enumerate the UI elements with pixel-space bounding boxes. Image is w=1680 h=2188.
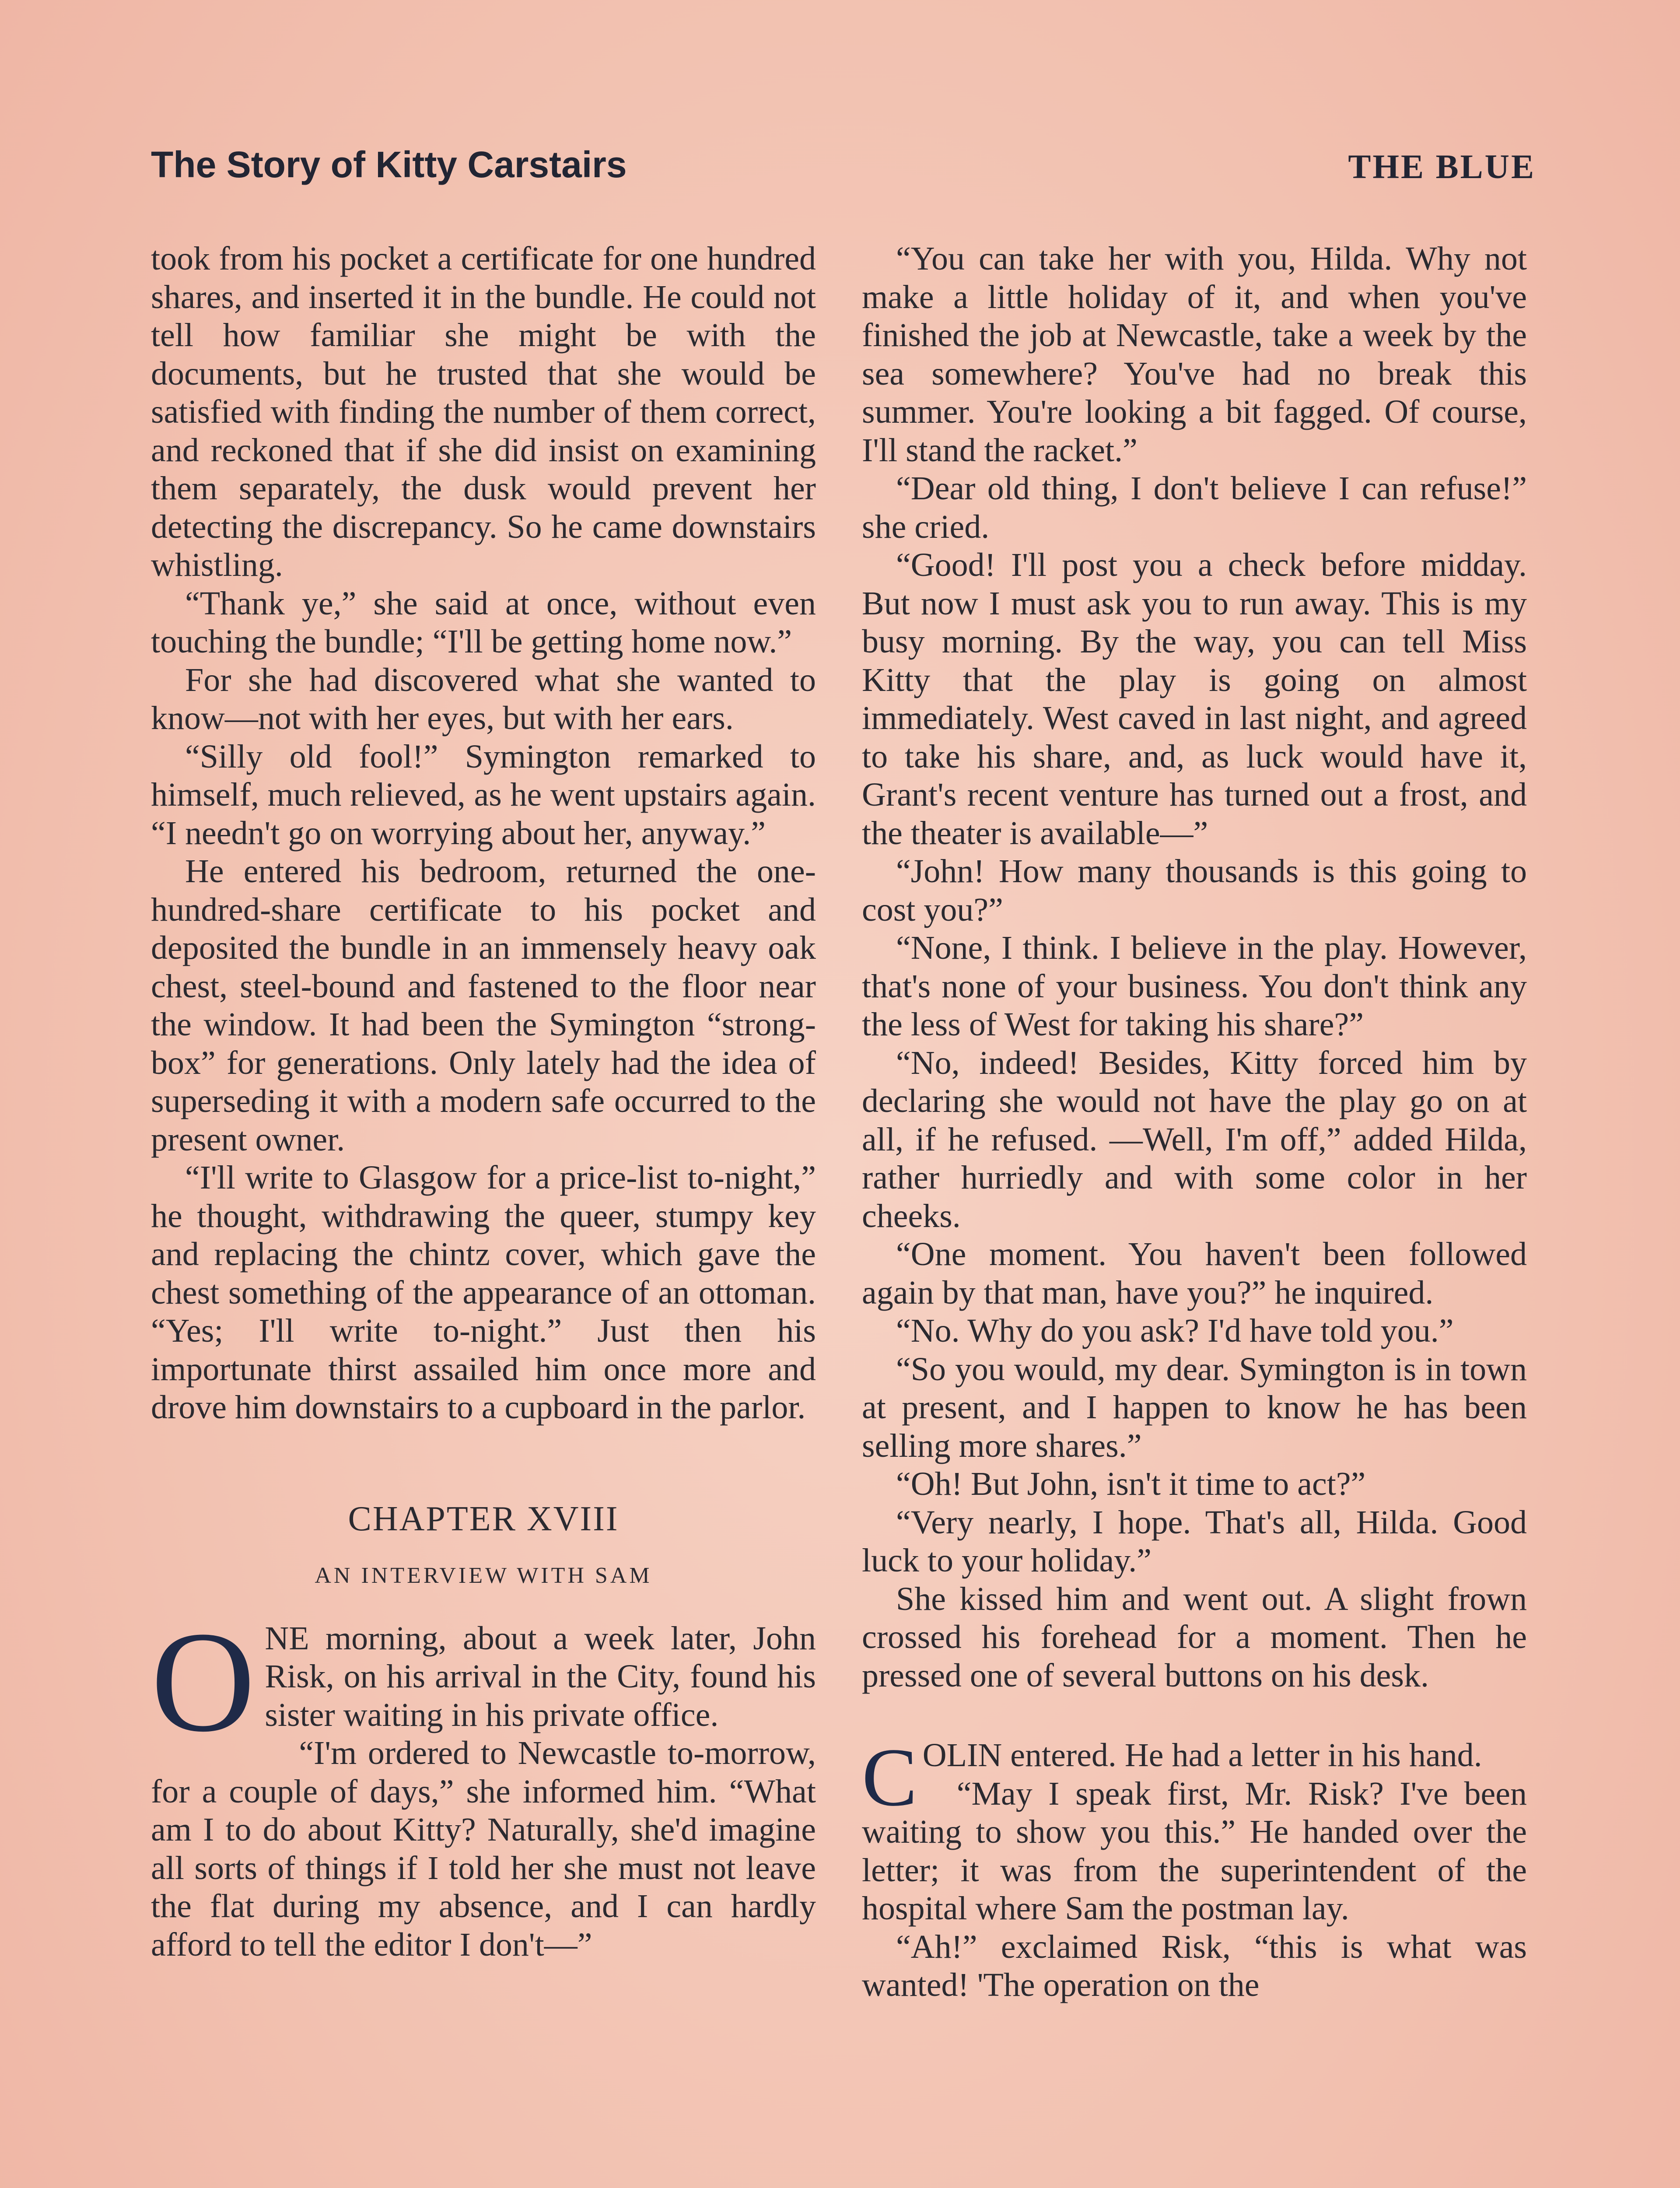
- right-column: [862, 240, 1527, 2005]
- paragraph: “No, indeed! Besides, Kitty forced him by declaring she would not have the play go on at all, if he refused. —Well, I'm off,” added Hilda, rather hurriedly and with some color in her cheeks.: [862, 1044, 1527, 1234]
- paragraph: “One moment. You haven't been followed again by that man, have you?” he inquired.: [862, 1236, 1527, 1311]
- chapter-heading: CHAPTER XVIII: [348, 1499, 619, 1538]
- paragraph: “No. Why do you ask? I'd have told you.”: [896, 1312, 1454, 1349]
- paragraph: “Ah!” exclaimed Risk, “this is what was wanted! 'The operation on the: [862, 1928, 1527, 2003]
- paragraph: “John! How many thousands is this going to cost you?”: [862, 853, 1527, 928]
- paragraph: For she had discovered what she wanted to know—not with her eyes, but with her ears.: [151, 661, 816, 736]
- paragraph: “May I speak first, Mr. Risk? I've been waiting to show you this.” He handed over the letter; it was from the superintendent of the hospital where Sam the postman lay.: [862, 1775, 1527, 1927]
- drop-cap: O: [151, 1602, 256, 1762]
- paragraph: “Good! I'll post you a check before midday. But now I must ask you to run away. This is my busy morning. By the way, you can tell Miss Kitty that the play is going on almost immediately. West caved in last night, and agreed to take his share, and, as luck would have it, Grant's recent venture has turned out a frost, and the theater is available—”: [862, 547, 1527, 852]
- chapter-subtitle: AN INTERVIEW WITH SAM: [315, 1563, 652, 1588]
- paragraph: “I'll write to Glasgow for a price-list to-night,” he thought, withdrawing the queer, stumpy key and replacing the chintz cover, which gave the chest something of the appearance of an ottoman. “Yes; I'll write to-night.” Just then his importunate thirst assailed him once more and drove him downstairs to a cupboard in the parlor.: [151, 1159, 816, 1426]
- paragraph: “I'm ordered to Newcastle to-morrow, for a couple of days,” she informed him. “What am I to do about Kitty? Naturally, she'd imagine all sorts of things if I told her she must not leave the flat during my absence, and I can hardly afford to tell the editor I don't—”: [151, 1735, 816, 1963]
- paragraph: “Silly old fool!” Symington remarked to himself, much relieved, as he went upstairs again. “I needn't go on worrying about her, anyway.”: [151, 738, 816, 852]
- paragraph: “You can take her with you, Hilda. Why not make a little holiday of it, and when you've finished the job at Newcastle, take a week by the sea somewhere? You've had no break this summer. You're looking a bit fagged. Of course, I'll stand the racket.”: [862, 240, 1527, 469]
- paragraph: “Oh! But John, isn't it time to act?”: [896, 1466, 1366, 1502]
- paragraph: “Very nearly, I hope. That's all, Hilda. Good luck to your holiday.”: [862, 1504, 1527, 1579]
- chapter-opening-text: NE morning, about a week later, John Risk, on his arrival in the City, found his sister waiting in his private office.: [265, 1620, 816, 1733]
- left-column: [151, 240, 816, 1964]
- running-title: The Story of Kitty Carstairs: [151, 144, 627, 185]
- paragraph: “Thank ye,” she said at once, without even touching the bundle; “I'll be getting home now.”: [151, 585, 816, 660]
- section-opening-text: OLIN entered. He had a letter in his hand.: [922, 1737, 1482, 1774]
- chapter-opening-paragraph: [151, 1602, 816, 1762]
- paragraph: She kissed him and went out. A slight frown crossed his forehead for a moment. Then he pressed one of several buttons on his desk.: [862, 1580, 1527, 1694]
- paragraph: took from his pocket a certificate for one hundred shares, and inserted it in the bundle. He could not tell how familiar she might be with the documents, but he trusted that she would be satisfied with finding the number of them correct, and reckoned that if she did insist on examining them separately, the dusk would prevent her detecting the discrepancy. So he came downstairs whistling.: [151, 240, 816, 583]
- paragraph: He entered his bedroom, returned the one-hundred-share certificate to his pocket and deposited the bundle in an immensely heavy oak chest, steel-bound and fastened to the floor near the window. It had been the Symington “strong-box” for generations. Only lately had the idea of superseding it with a modern safe occurred to the present owner.: [151, 853, 816, 1158]
- magazine-name: THE BLUE: [1348, 147, 1536, 186]
- paragraph: “Dear old thing, I don't believe I can refuse!” she cried.: [862, 470, 1527, 545]
- section-opening-paragraph: [862, 1732, 1527, 1823]
- paragraph: “None, I think. I believe in the play. However, that's none of your business. You don't think any the less of West for taking his share?”: [862, 929, 1527, 1043]
- paragraph: “So you would, my dear. Symington is in town at present, and I happen to know he has been selling more shares.”: [862, 1350, 1527, 1464]
- drop-cap: C: [862, 1732, 917, 1823]
